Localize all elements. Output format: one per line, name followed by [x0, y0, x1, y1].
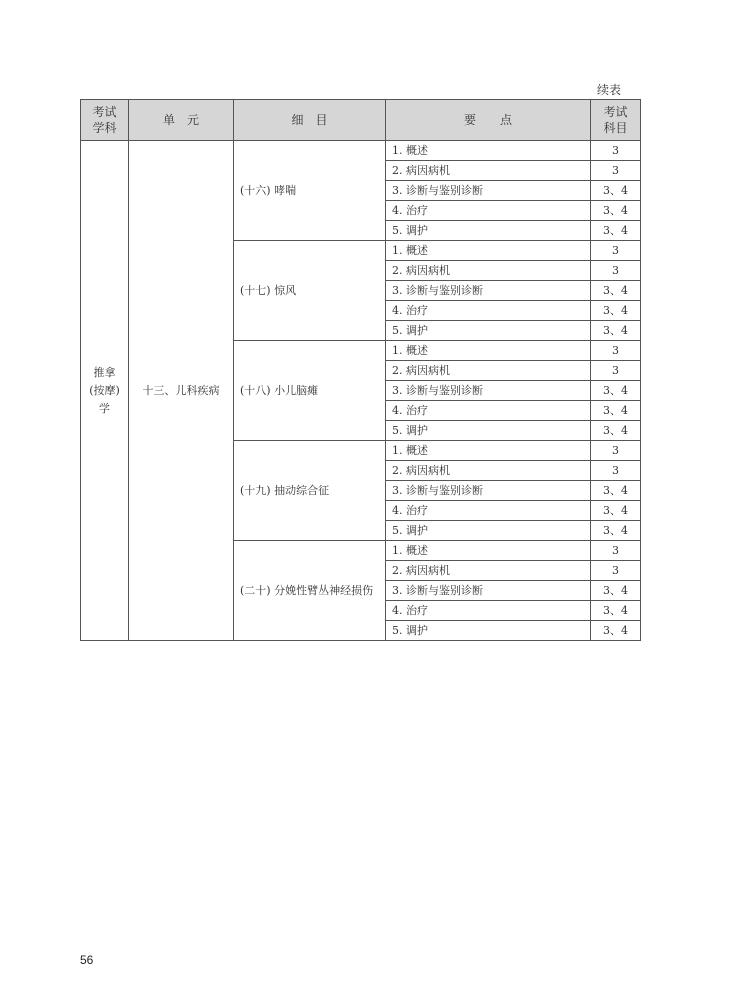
detail-cell: (二十) 分娩性臂丛神经损伤: [234, 541, 386, 641]
level-cell: 3、4: [591, 481, 641, 501]
point-cell: 5. 调护: [386, 621, 591, 641]
header-unit: 单 元: [129, 100, 234, 141]
level-cell: 3: [591, 361, 641, 381]
table-row: [81, 141, 641, 161]
level-cell: 3、4: [591, 521, 641, 541]
point-cell: 1. 概述: [386, 141, 591, 161]
level-cell: 3、4: [591, 601, 641, 621]
point-cell: 3. 诊断与鉴别诊断: [386, 381, 591, 401]
subject-line: 学: [99, 401, 110, 415]
detail-cell: (十九) 抽动综合征: [234, 441, 386, 541]
subject-line: 推拿: [93, 365, 116, 379]
level-cell: 3、4: [591, 281, 641, 301]
subject-line: (按摩): [89, 383, 120, 397]
point-cell: 4. 治疗: [386, 401, 591, 421]
header-subject-line-1: 考试: [92, 105, 117, 119]
table-body: [81, 141, 641, 641]
header-level-line-2: 科目: [603, 121, 628, 135]
point-cell: 2. 病因病机: [386, 261, 591, 281]
level-cell: 3、4: [591, 381, 641, 401]
level-cell: 3、4: [591, 181, 641, 201]
level-cell: 3、4: [591, 401, 641, 421]
level-cell: 3: [591, 441, 641, 461]
level-cell: 3、4: [591, 421, 641, 441]
point-cell: 2. 病因病机: [386, 561, 591, 581]
level-cell: 3、4: [591, 201, 641, 221]
syllabus-table: [80, 99, 641, 641]
header-point: 要 点: [386, 100, 591, 141]
point-cell: 5. 调护: [386, 521, 591, 541]
point-cell: 5. 调护: [386, 221, 591, 241]
detail-cell: (十六) 哮喘: [234, 141, 386, 241]
level-cell: 3、4: [591, 321, 641, 341]
header-level: [591, 100, 641, 141]
level-cell: 3: [591, 561, 641, 581]
point-cell: 5. 调护: [386, 321, 591, 341]
level-cell: 3、4: [591, 301, 641, 321]
point-cell: 2. 病因病机: [386, 161, 591, 181]
point-cell: 2. 病因病机: [386, 461, 591, 481]
level-cell: 3: [591, 341, 641, 361]
unit-cell: 十三、儿科疾病: [129, 141, 234, 641]
point-cell: 3. 诊断与鉴别诊断: [386, 181, 591, 201]
table-header-row: [81, 100, 641, 141]
point-cell: 2. 病因病机: [386, 361, 591, 381]
point-cell: 1. 概述: [386, 241, 591, 261]
level-cell: 3、4: [591, 581, 641, 601]
level-cell: 3: [591, 141, 641, 161]
point-cell: 4. 治疗: [386, 501, 591, 521]
header-subject-line-2: 学科: [92, 121, 117, 135]
level-cell: 3: [591, 541, 641, 561]
level-cell: 3: [591, 261, 641, 281]
point-cell: 1. 概述: [386, 441, 591, 461]
detail-cell: (十七) 惊风: [234, 241, 386, 341]
level-cell: 3: [591, 461, 641, 481]
point-cell: 1. 概述: [386, 541, 591, 561]
point-cell: 3. 诊断与鉴别诊断: [386, 581, 591, 601]
continued-label: 续表: [596, 83, 621, 97]
point-cell: 4. 治疗: [386, 201, 591, 221]
level-cell: 3、4: [591, 501, 641, 521]
point-cell: 1. 概述: [386, 341, 591, 361]
level-cell: 3: [591, 241, 641, 261]
level-cell: 3: [591, 161, 641, 181]
point-cell: 4. 治疗: [386, 301, 591, 321]
point-cell: 3. 诊断与鉴别诊断: [386, 281, 591, 301]
header-detail: 细 目: [234, 100, 386, 141]
level-cell: 3、4: [591, 221, 641, 241]
point-cell: 3. 诊断与鉴别诊断: [386, 481, 591, 501]
detail-cell: (十八) 小儿脑瘫: [234, 341, 386, 441]
page-number: 56: [80, 953, 94, 967]
header-subject: [81, 100, 129, 141]
point-cell: 4. 治疗: [386, 601, 591, 621]
point-cell: 5. 调护: [386, 421, 591, 441]
header-level-line-1: 考试: [603, 105, 628, 119]
level-cell: 3、4: [591, 621, 641, 641]
subject-cell: [81, 141, 129, 641]
